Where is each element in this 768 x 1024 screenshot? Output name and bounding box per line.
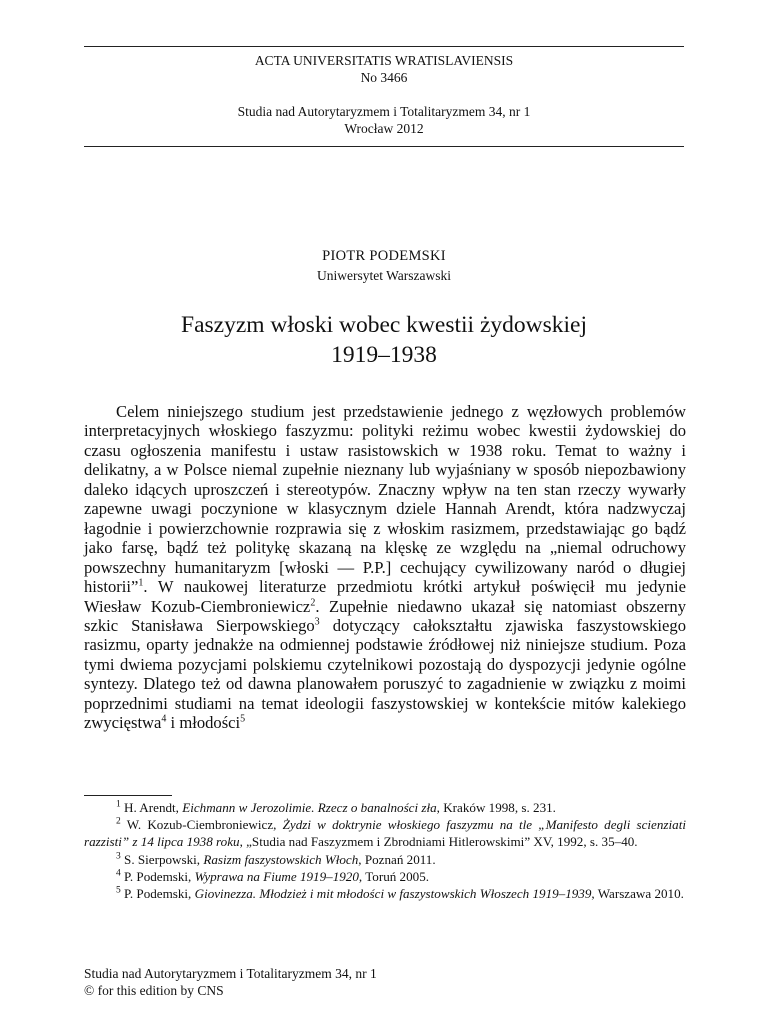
body-text-1: Celem niniejszego studium jest przedstawienie jednego z węzłowych problemów interpretacyjnych włoskiego faszyzmu: polityki reżimu wobec kwestii żydowskiej do czasu ogłoszenia manifestu i ustaw rasistowskich w 1938 roku. Temat to ważny i delikatny, a w Polsce niemal zupełnie nieznany lub wyjaśniany w sposób niepozbawiony daleko idących uproszczeń i stereotypów. Znaczny wpływ na ten stan rzeczy wywarły zapewne uwagi poczynione w klasycznym dziele Hannah Arendt, która nadzwyczaj łagodnie i powierzchownie rozprawia się z włoskim rasizmem, przedstawiając go bądź jako farsę, bądź też politykę skazaną na klęskę ze względu na „niemal odruchowy powszechny humanitaryzm [włoski — P.P.] cechujący cywilizowany naród o długiej historii” (84, 402, 686, 597)
page-footer (84, 965, 684, 999)
place-year: Wrocław 2012 (344, 121, 424, 136)
footnote-number: 2 (116, 816, 121, 827)
article-title-line-2: 1919–1938 (331, 342, 437, 368)
footnote-text: , Toruń 2005. (358, 868, 430, 884)
footnote-work-title: Wyprawa na Fiume 1919–1920 (194, 868, 359, 884)
footnote-number: 3 (116, 851, 121, 862)
footnote-ref-3[interactable]: 3 (314, 616, 320, 628)
footnote-text: , „Studia nad Faszyzmem i Zbrodniami Hitlerowskimi” XV, 1992, s. 35–40. (239, 834, 638, 850)
footnote (84, 868, 686, 885)
author-name: PIOTR PODEMSKI (322, 248, 446, 264)
footnote-work-title: Eichmann w Jerozolimie. Rzecz o banalności zła (182, 800, 437, 815)
footnote-work-title: Żydzi w doktrynie włoskiego faszyzmu na tle „Manifesto degli scienziati razzisti” z 14 lipca 1938 roku (84, 817, 686, 850)
journal-number: No 3466 (360, 70, 408, 85)
footnote (84, 851, 686, 868)
body-paragraph (84, 402, 686, 733)
footnote-number: 1 (116, 799, 121, 810)
article-title (84, 310, 684, 370)
footnote-text: P. Podemski, (124, 868, 195, 884)
body-text-4: dotyczący całokształtu zjawiska faszystowskiego rasizmu, oparty jednakże na odmiennej podstawie źródłowej niż niniejsze studium. Poza tymi dwiema pozycjami polskiemu czytelnikowi pozostają do dyspozycji jedynie ogólne syntezy. Dlatego też od dawna planowałem poruszyć to zagadnienie w związku z moimi poprzednimi studiami na temat ideologii faszystowskiej w kontekście mitów kalekiego zwycięstwa (84, 615, 686, 733)
footnote-work-title: Giovinezza. Młodzież i mit młodości w faszystowskich Włoszech 1919–1939 (194, 886, 592, 902)
footnote-text: , Poznań 2011. (358, 851, 436, 867)
footnote-text: , Warszawa 2010. (591, 886, 684, 902)
footnote-ref-1[interactable]: 1 (138, 577, 144, 589)
footnote-text: W. Kozub-Ciembroniewicz, (126, 817, 283, 833)
journal-name: ACTA UNIVERSITATIS WRATISLAVIENSIS (254, 53, 514, 68)
footnote-ref-5[interactable]: 5 (240, 713, 246, 725)
footnote-work-title: Rasizm faszystowskich Włoch (203, 851, 359, 867)
body-text-2: . W naukowej literaturze przedmiotu krótki artykuł poświęcił mu jedynie Wiesław Kozub-Ciembroniewicz (84, 577, 686, 616)
footnote-ref-2[interactable]: 2 (310, 597, 316, 608)
footnote-separator (84, 795, 172, 796)
footnote-text: P. Podemski, (124, 886, 195, 902)
footnote (84, 885, 686, 902)
body-text-5: i młodości (166, 713, 241, 733)
footnote-number: 5 (116, 885, 121, 896)
footnote-ref-4[interactable]: 4 (161, 713, 167, 725)
footnote-number: 4 (116, 868, 121, 879)
footnote (84, 816, 686, 850)
author-affiliation: Uniwersytet Warszawski (316, 268, 451, 283)
article-body (84, 402, 686, 733)
journal-series: Studia nad Autorytaryzmem i Totalitaryzmem 34, nr 1 (237, 104, 531, 119)
body-text-3: . Zupełnie niedawno ukazał się natomiast obszerny szkic Stanisława Sierpowskiego (84, 596, 686, 635)
footer-series: Studia nad Autorytaryzmem i Totalitaryzmem 34, nr 1 (84, 966, 377, 981)
header-top-rule (84, 46, 684, 47)
header-bottom-rule (84, 146, 684, 147)
footnote (84, 799, 686, 816)
footnotes (84, 799, 686, 902)
footnote-text: H. Arendt, (124, 800, 183, 815)
footer-copyright: © for this edition by CNS (84, 983, 224, 998)
article-title-line-1: Faszyzm włoski wobec kwestii żydowskiej (181, 312, 587, 338)
footnote-text: , Kraków 1998, s. 231. (436, 800, 556, 815)
footnote-text: S. Sierpowski, (124, 851, 204, 867)
